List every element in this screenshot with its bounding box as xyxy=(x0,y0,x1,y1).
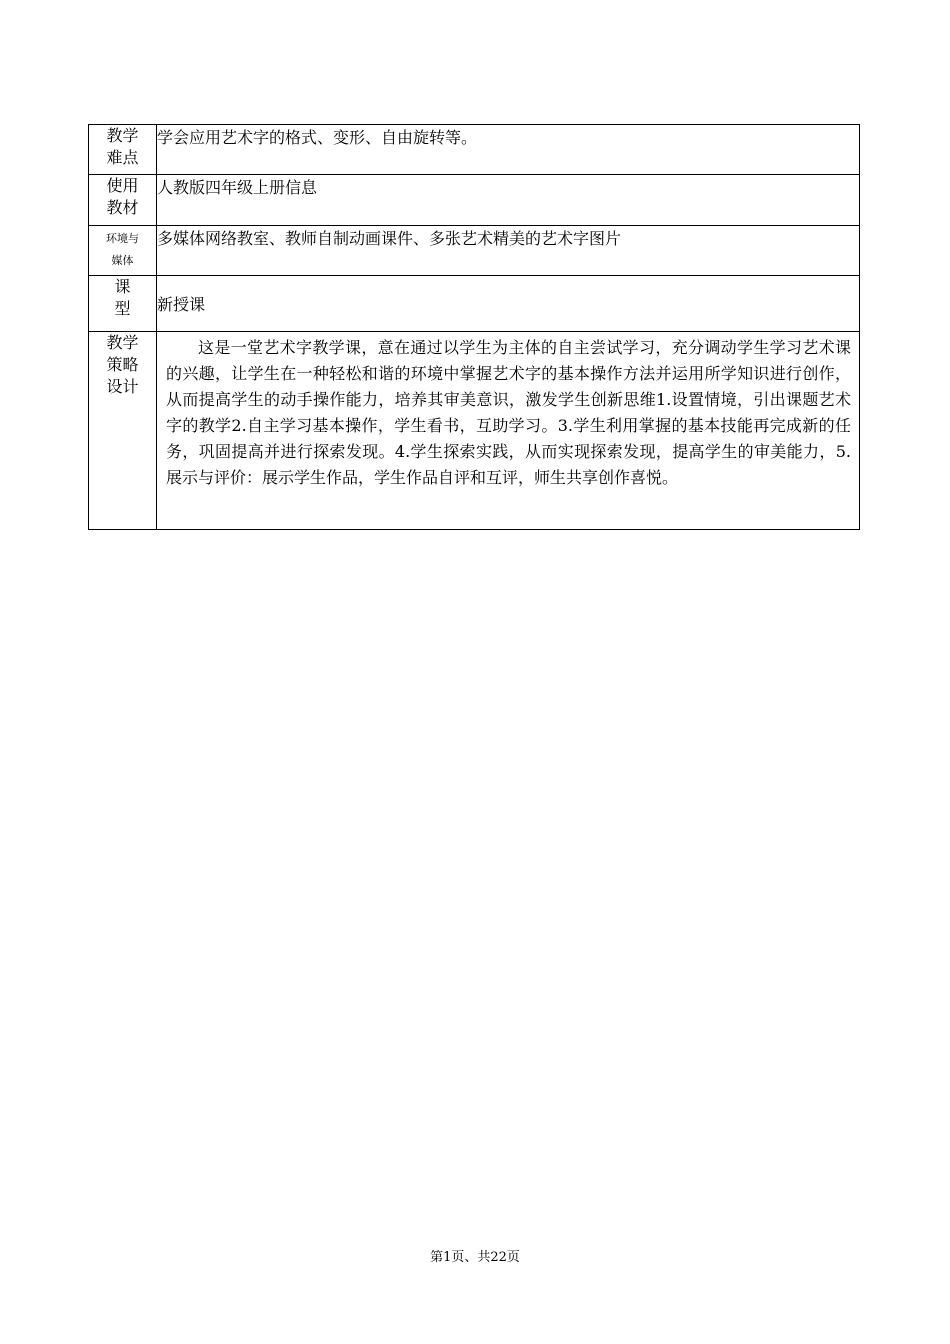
row-content: 新授课 xyxy=(157,276,860,332)
row-content: 学会应用艺术字的格式、变形、自由旋转等。 xyxy=(157,125,860,175)
table-row-environment xyxy=(89,226,860,276)
label-line: 教学 xyxy=(106,126,139,145)
row-label xyxy=(89,125,157,175)
label-line: 教材 xyxy=(106,198,139,217)
label-line: 设计 xyxy=(106,377,139,396)
row-label xyxy=(89,175,157,226)
row-label xyxy=(89,276,157,332)
row-label xyxy=(89,332,157,530)
label-line: 难点 xyxy=(106,148,139,167)
row-content: 多媒体网络教室、教师自制动画课件、多张艺术精美的艺术字图片 xyxy=(157,226,860,276)
label-line: 教学 xyxy=(106,333,139,352)
label-line: 课 xyxy=(114,277,131,296)
lesson-plan-table xyxy=(88,124,860,530)
row-label xyxy=(89,226,157,276)
row-content: 人教版四年级上册信息 xyxy=(157,175,860,226)
label-line: 环境与 xyxy=(106,232,139,245)
label-line: 媒体 xyxy=(111,254,134,267)
label-line: 使用 xyxy=(106,176,139,195)
label-line: 型 xyxy=(114,299,131,318)
table-row-textbook xyxy=(89,175,860,226)
table-row-lesson-type xyxy=(89,276,860,332)
table-row-strategy xyxy=(89,332,860,530)
row-content: 这是一堂艺术字教学课，意在通过以学生为主体的自主尝试学习，充分调动学生学习艺术课的兴趣，让学生在一种轻松和谐的环境中掌握艺术字的基本操作方法并运用所学知识进行创作，从而提高学生的动手操作能力，培养其审美意识，激发学生创新思维1.设置情境，引出课题艺术字的教学2.自主学习基本操作，学生看书，互助学习。3.学生利用掌握的基本技能再完成新的任务，巩固提高并进行探索发现。4.学生探索实践，从而实现探索发现，提高学生的审美能力，5.展示与评价：展示学生作品，学生作品自评和互评，师生共享创作喜悦。 xyxy=(157,332,860,530)
table-row-difficulty xyxy=(89,125,860,175)
page-number: 第1页、共22页 xyxy=(430,1250,520,1265)
label-line: 策略 xyxy=(106,355,139,374)
